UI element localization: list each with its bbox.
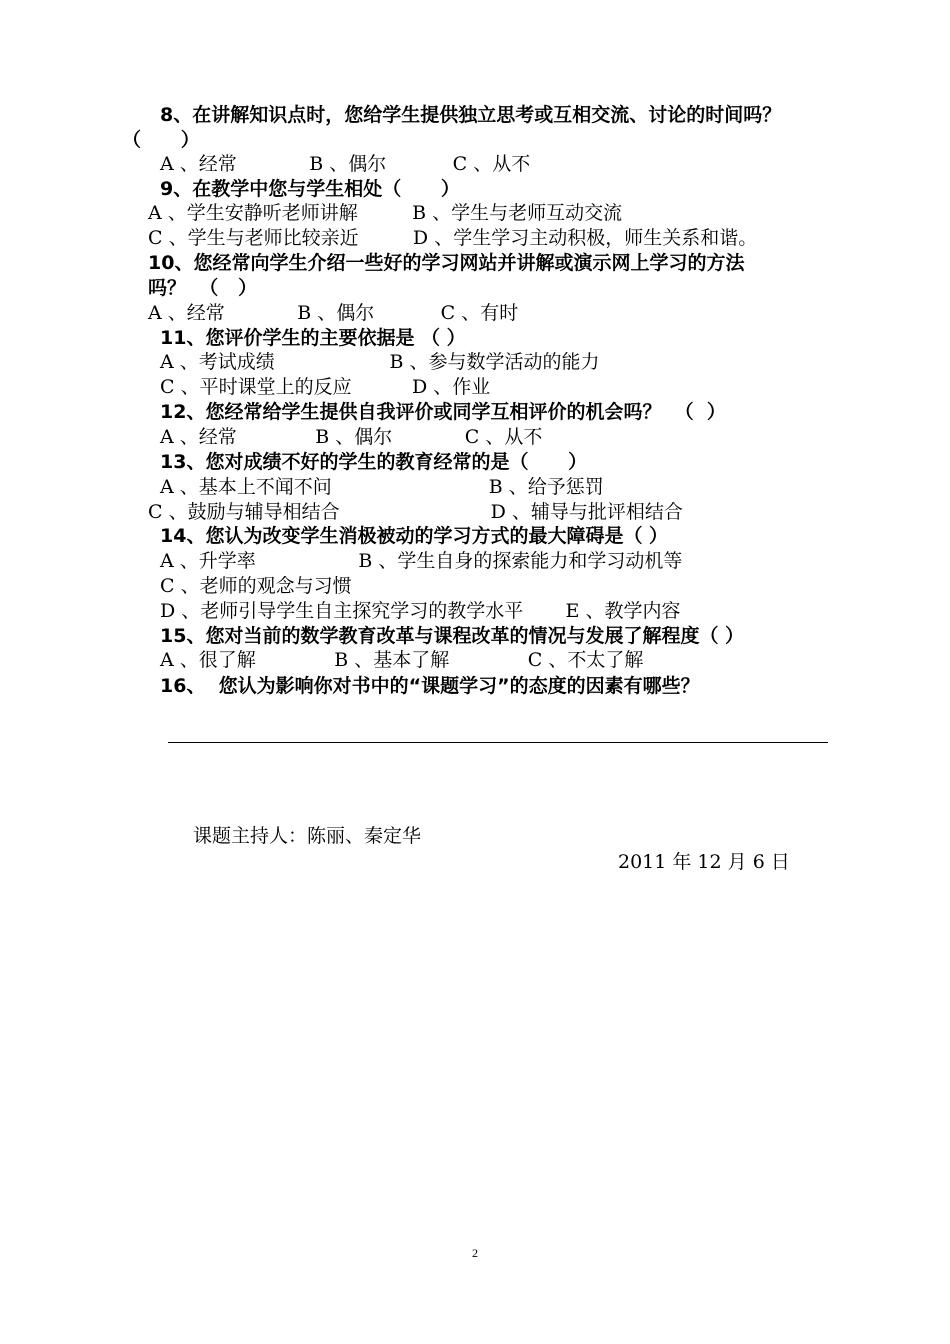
question-16-text: 16、 您认为影响你对书中的“课题学习”的态度的因素有哪些？ xyxy=(160,675,700,697)
question-15-options: A 、很了解 B 、基本了解 C 、不太了解 xyxy=(160,649,644,671)
question-12-text: 12、您经常给学生提供自我评价或同学互相评价的机会吗？ （ ） xyxy=(160,401,726,423)
question-10-options: A 、经常 B 、偶尔 C 、有时 xyxy=(148,302,519,324)
question-14-text: 14、您认为改变学生消极被动的学习方式的最大障碍是（ ） xyxy=(160,525,669,547)
question-11-options-2: C 、平时课堂上的反应 D 、作业 xyxy=(160,376,491,398)
question-8-options: A 、经常 B 、偶尔 C 、从不 xyxy=(160,153,531,175)
question-15-text: 15、您对当前的数学教育改革与课程改革的情况与发展了解程度（ ） xyxy=(160,625,745,647)
question-11-text: 11、您评价学生的主要依据是 （ ） xyxy=(160,327,466,349)
question-14-options-2: C 、老师的观念与习惯 xyxy=(160,575,352,597)
question-9-options-2: C 、学生与老师比较亲近 D 、学生学习主动积极，师生关系和谐。 xyxy=(148,227,758,249)
document-date: 2011 年 12 月 6 日 xyxy=(618,851,790,873)
question-13-options-2: C 、鼓励与辅导相结合 D 、辅导与批评相结合 xyxy=(148,501,683,523)
question-12-options: A 、经常 B 、偶尔 C 、从不 xyxy=(160,426,543,448)
question-8-text: 8、在讲解知识点时，您给学生提供独立思考或互相交流、讨论的时间吗？ xyxy=(160,104,782,126)
project-host: 课题主持人：陈丽、秦定华 xyxy=(193,825,422,847)
question-10-text-cont: 吗？ （ ） xyxy=(148,277,258,299)
question-14-options-1: A 、升学率 B 、学生自身的探索能力和学习动机等 xyxy=(160,550,683,572)
question-9-text: 9、在教学中您与学生相处（ ） xyxy=(160,178,460,200)
question-13-text: 13、您对成绩不好的学生的教育经常的是（ ） xyxy=(160,451,588,473)
answer-line xyxy=(168,742,828,743)
question-11-options-1: A 、考试成绩 B 、参与数学活动的能力 xyxy=(160,351,600,373)
question-10-text: 10、您经常向学生介绍一些好的学习网站并讲解或演示网上学习的方法 xyxy=(148,252,745,274)
question-14-options-3: D 、老师引导学生自主探究学习的教学水平 E 、教学内容 xyxy=(160,600,681,622)
question-9-options-1: A 、学生安静听老师讲解 B 、学生与老师互动交流 xyxy=(148,202,623,224)
page-number: 2 xyxy=(472,1246,478,1260)
question-8-text-cont: （ ） xyxy=(122,129,200,151)
question-13-options-1: A 、基本上不闻不问 B 、给予惩罚 xyxy=(160,476,604,498)
